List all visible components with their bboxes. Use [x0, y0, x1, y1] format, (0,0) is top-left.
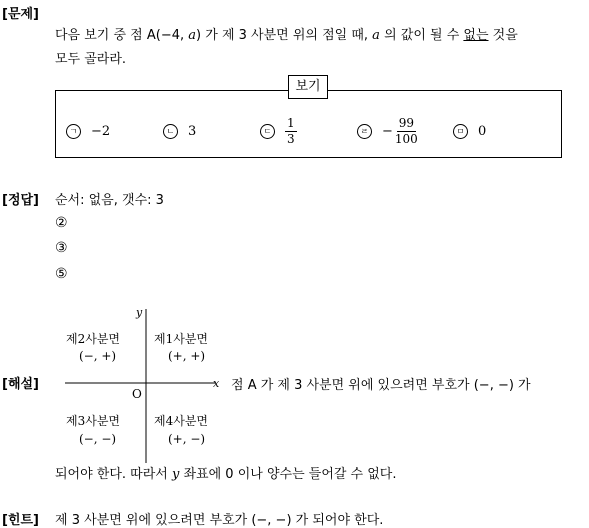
fraction-numerator: 1 [287, 116, 295, 130]
fraction-denominator: 100 [394, 132, 418, 146]
explanation-text-a: 되어야 한다. 따라서 [55, 467, 172, 482]
options-box-label: 보기 [288, 75, 328, 99]
hint-text: 제 3 사분면 위에 있으려면 부호가 (−, −) 가 되어야 한다. [55, 513, 384, 528]
problem-text-b: ) 가 제 3 사분면 위의 점일 때, [196, 28, 373, 43]
answer-summary: 순서: 없음, 갯수: 3 [55, 193, 164, 208]
problem-line-1 [55, 24, 518, 43]
q1-name: 제1사분면 [154, 332, 209, 346]
fraction-1-3 [285, 116, 297, 147]
option-mark-4: ㄹ [357, 124, 372, 139]
var-a-2: a [372, 28, 380, 43]
option-value-5: 0 [478, 124, 487, 139]
option-mark-1: ㄱ [66, 124, 81, 139]
option-4 [357, 116, 420, 147]
q3-sign: (−, −) [79, 432, 117, 446]
option-sign-4: − [382, 124, 393, 139]
option-3 [260, 116, 297, 147]
option-1 [66, 124, 110, 139]
origin-label: O [132, 387, 142, 401]
hint-tag: [힌트] [2, 513, 39, 528]
underlined-word: 없는 [463, 28, 489, 43]
option-mark-3: ㄷ [260, 124, 275, 139]
q4-sign: (+, −) [168, 432, 206, 446]
q3-name: 제3사분면 [66, 414, 121, 428]
q2-sign: (−, +) [79, 349, 117, 363]
option-value-1: −2 [91, 124, 111, 139]
q2-name: 제2사분면 [66, 332, 121, 346]
problem-text-a: 다음 보기 중 점 A(−4, [55, 28, 189, 43]
option-5 [453, 124, 486, 139]
option-mark-2: ㄴ [163, 124, 178, 139]
explanation-line-2 [55, 463, 397, 482]
answer-item-1: ② [55, 215, 68, 231]
problem-text-d: 것을 [488, 28, 518, 43]
q4-name: 제4사분면 [154, 414, 209, 428]
problem-tag: [문제] [2, 7, 39, 22]
fraction-99-100 [393, 116, 420, 147]
fraction-numerator: 99 [398, 116, 414, 130]
explanation-text-b: 좌표에 0 이나 양수는 들어갈 수 없다. [179, 467, 397, 482]
problem-text-c: 의 값이 될 수 [379, 28, 464, 43]
var-a: a [188, 28, 197, 43]
explanation-line-1: 점 A 가 제 3 사분면 위에 있으려면 부호가 (−, −) 가 [231, 378, 531, 393]
q1-sign: (+, +) [168, 349, 206, 363]
var-y: y [172, 467, 180, 482]
option-mark-5: ㅁ [453, 124, 468, 139]
answer-item-3: ⑤ [55, 266, 68, 282]
y-axis-label: y [136, 306, 143, 319]
fraction-denominator: 3 [287, 132, 295, 146]
coordinate-graph [55, 303, 230, 465]
option-value-2: 3 [188, 124, 197, 139]
problem-line-2: 모두 골라라. [55, 52, 127, 67]
answer-item-2: ③ [55, 240, 68, 256]
option-2 [163, 124, 196, 139]
explanation-tag: [해설] [2, 377, 39, 392]
x-axis-label: x [213, 377, 220, 390]
answer-tag: [정답] [2, 193, 39, 208]
